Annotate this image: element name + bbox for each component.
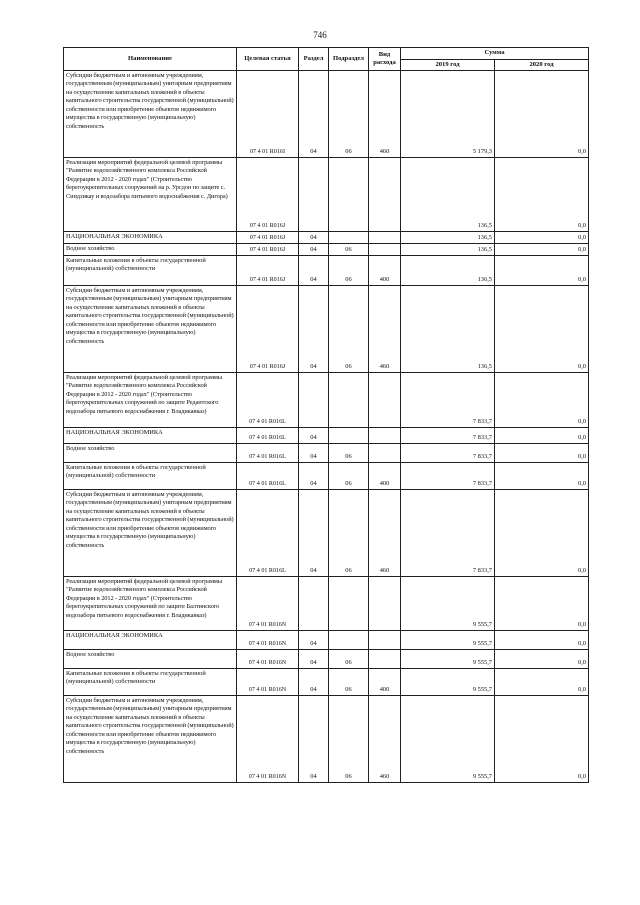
- row-section: 04: [299, 232, 329, 244]
- row-section: 04: [299, 71, 329, 158]
- row-expense-type: [369, 244, 401, 256]
- row-sum-2020: 0,0: [495, 444, 589, 463]
- row-subsection: 06: [329, 71, 369, 158]
- row-section: 04: [299, 444, 329, 463]
- budget-table: [63, 47, 589, 783]
- row-sum-2019: 136,5: [401, 158, 495, 232]
- row-section: 04: [299, 463, 329, 490]
- row-name: Субсидии бюджетным и автономным учреждениям, государственным (муниципальным) унитарным предприятиям на осуществление капитальных вложений в объекты капитального строительства государственной (муниципальной) собственности или приобретение объектов недвижимого имущества в государственную (муниципальную) собственность: [64, 696, 237, 783]
- row-expense-type: 460: [369, 490, 401, 577]
- row-name: НАЦИОНАЛЬНАЯ ЭКОНОМИКА: [64, 232, 237, 244]
- header-row: [64, 48, 589, 60]
- row-sum-2020: 0,0: [495, 286, 589, 373]
- row-section: 04: [299, 286, 329, 373]
- row-sum-2019: 9 555,7: [401, 631, 495, 650]
- table-row: [64, 232, 589, 244]
- row-name: Водное хозяйство: [64, 444, 237, 463]
- row-section: 04: [299, 244, 329, 256]
- table-row: [64, 631, 589, 650]
- row-sum-2020: 0,0: [495, 428, 589, 444]
- row-expense-type: 460: [369, 286, 401, 373]
- table-row: [64, 577, 589, 631]
- row-expense-type: 400: [369, 256, 401, 286]
- table-row: [64, 463, 589, 490]
- row-subsection: 06: [329, 650, 369, 669]
- row-name: Реализация мероприятий федеральной целевой программы "Развитие водохозяйственного комплекса Российской Федерации в 2012 - 2020 годах" (Строительство берегоукрепительных сооружений по защите Балтинского водозабора питьевого водоснабжения г. Владикавказ): [64, 577, 237, 631]
- row-sum-2020: 0,0: [495, 669, 589, 696]
- table-row: [64, 444, 589, 463]
- row-sum-2019: 5 179,3: [401, 71, 495, 158]
- row-sum-2019: 7 833,7: [401, 428, 495, 444]
- row-sum-2020: 0,0: [495, 463, 589, 490]
- row-sum-2019: 7 833,7: [401, 444, 495, 463]
- header-name: Наименование: [64, 48, 237, 71]
- row-section: 04: [299, 696, 329, 783]
- row-sum-2020: 0,0: [495, 696, 589, 783]
- header-sum: Сумма: [401, 48, 589, 60]
- row-subsection: 06: [329, 444, 369, 463]
- row-target-code: 07 4 01 R016J: [237, 158, 299, 232]
- row-section: 04: [299, 256, 329, 286]
- row-target-code: 07 4 01 R016L: [237, 490, 299, 577]
- row-section: 04: [299, 428, 329, 444]
- header-subsection: Подраздел: [329, 48, 369, 71]
- row-target-code: 07 4 01 R016L: [237, 373, 299, 428]
- header-2019: 2019 год: [401, 60, 495, 71]
- row-sum-2019: 7 833,7: [401, 373, 495, 428]
- table-row: [64, 71, 589, 158]
- row-section: 04: [299, 650, 329, 669]
- row-subsection: 06: [329, 256, 369, 286]
- row-target-code: 07 4 01 R016N: [237, 650, 299, 669]
- row-target-code: 07 4 01 R016L: [237, 428, 299, 444]
- row-section: 04: [299, 669, 329, 696]
- row-name: Водное хозяйство: [64, 244, 237, 256]
- row-expense-type: 400: [369, 669, 401, 696]
- row-sum-2019: 136,5: [401, 244, 495, 256]
- row-expense-type: [369, 428, 401, 444]
- row-name: Субсидии бюджетным и автономным учреждениям, государственным (муниципальным) унитарным предприятиям на осуществление капитальных вложений в объекты капитального строительства государственной (муниципальной) собственности или приобретение объектов недвижимого имущества в государственную (муниципальную) собственность: [64, 71, 237, 158]
- row-sum-2019: 7 833,7: [401, 490, 495, 577]
- row-expense-type: [369, 158, 401, 232]
- row-sum-2020: 0,0: [495, 373, 589, 428]
- row-subsection: 06: [329, 286, 369, 373]
- header-2020: 2020 год: [495, 60, 589, 71]
- row-expense-type: 400: [369, 463, 401, 490]
- table-row: [64, 490, 589, 577]
- row-section: [299, 158, 329, 232]
- row-name: НАЦИОНАЛЬНАЯ ЭКОНОМИКА: [64, 428, 237, 444]
- row-target-code: 07 4 01 R016N: [237, 669, 299, 696]
- table-row: [64, 256, 589, 286]
- row-expense-type: [369, 577, 401, 631]
- row-sum-2019: 9 555,7: [401, 650, 495, 669]
- row-expense-type: [369, 650, 401, 669]
- row-sum-2019: 136,5: [401, 232, 495, 244]
- row-sum-2019: 136,5: [401, 256, 495, 286]
- row-expense-type: [369, 373, 401, 428]
- row-section: [299, 577, 329, 631]
- row-name: Водное хозяйство: [64, 650, 237, 669]
- row-target-code: 07 4 01 R016J: [237, 256, 299, 286]
- row-subsection: [329, 158, 369, 232]
- row-sum-2020: 0,0: [495, 71, 589, 158]
- row-sum-2019: 9 555,7: [401, 696, 495, 783]
- header-section: Раздел: [299, 48, 329, 71]
- row-name: Капитальные вложения в объекты государственной (муниципальной) собственности: [64, 669, 237, 696]
- row-name: Капитальные вложения в объекты государственной (муниципальной) собственности: [64, 463, 237, 490]
- row-subsection: 06: [329, 463, 369, 490]
- row-section: 04: [299, 490, 329, 577]
- row-target-code: 07 4 01 R016J: [237, 244, 299, 256]
- row-target-code: 07 4 01 R016J: [237, 232, 299, 244]
- row-target-code: 07 4 01 R016N: [237, 577, 299, 631]
- row-target-code: 07 4 01 R016N: [237, 631, 299, 650]
- table-row: [64, 428, 589, 444]
- row-subsection: 06: [329, 490, 369, 577]
- row-sum-2019: 136,5: [401, 286, 495, 373]
- row-name: НАЦИОНАЛЬНАЯ ЭКОНОМИКА: [64, 631, 237, 650]
- row-expense-type: 460: [369, 71, 401, 158]
- row-sum-2020: 0,0: [495, 577, 589, 631]
- row-section: 04: [299, 631, 329, 650]
- row-expense-type: [369, 232, 401, 244]
- row-sum-2020: 0,0: [495, 650, 589, 669]
- row-expense-type: [369, 444, 401, 463]
- row-sum-2020: 0,0: [495, 631, 589, 650]
- table-row: [64, 669, 589, 696]
- row-expense-type: [369, 631, 401, 650]
- row-subsection: [329, 373, 369, 428]
- row-sum-2020: 0,0: [495, 244, 589, 256]
- row-target-code: 07 4 01 R016L: [237, 444, 299, 463]
- table-row: [64, 244, 589, 256]
- row-name: Субсидии бюджетным и автономным учреждениям, государственным (муниципальным) унитарным предприятиям на осуществление капитальных вложений в объекты капитального строительства государственной (муниципальной) собственности или приобретение объектов недвижимого имущества в государственную (муниципальную) собственность: [64, 286, 237, 373]
- page-number: 746: [313, 30, 327, 40]
- table-row: [64, 650, 589, 669]
- row-sum-2019: 9 555,7: [401, 669, 495, 696]
- table-row: [64, 286, 589, 373]
- row-sum-2020: 0,0: [495, 490, 589, 577]
- row-sum-2019: 7 833,7: [401, 463, 495, 490]
- row-target-code: 07 4 01 R016J: [237, 286, 299, 373]
- row-subsection: 06: [329, 669, 369, 696]
- table-row: [64, 373, 589, 428]
- row-expense-type: 460: [369, 696, 401, 783]
- row-sum-2019: 9 555,7: [401, 577, 495, 631]
- row-subsection: [329, 577, 369, 631]
- row-target-code: 07 4 01 R016L: [237, 463, 299, 490]
- row-sum-2020: 0,0: [495, 158, 589, 232]
- row-target-code: 07 4 01 R016N: [237, 696, 299, 783]
- row-subsection: [329, 232, 369, 244]
- row-name: Реализация мероприятий федеральной целевой программы "Развитие водохозяйственного комплекса Российской Федерации в 2012 - 2020 годах" (Строительство берегоукрепительных сооружений на р. Урсдон по защите с. Синдзикау и водозабора питьевого водоснабжения с. Дигора): [64, 158, 237, 232]
- table-body: [64, 71, 589, 783]
- row-section: [299, 373, 329, 428]
- table-row: [64, 158, 589, 232]
- row-subsection: 06: [329, 244, 369, 256]
- header-expense-type: Вид расхода: [369, 48, 401, 71]
- row-subsection: [329, 631, 369, 650]
- row-subsection: [329, 428, 369, 444]
- row-name: Субсидии бюджетным и автономным учреждениям, государственным (муниципальным) унитарным предприятиям на осуществление капитальных вложений в объекты капитального строительства государственной (муниципальной) собственности или приобретение объектов недвижимого имущества в государственную (муниципальную) собственность: [64, 490, 237, 577]
- table-row: [64, 696, 589, 783]
- row-sum-2020: 0,0: [495, 256, 589, 286]
- row-name: Капитальные вложения в объекты государственной (муниципальной) собственности: [64, 256, 237, 286]
- header-code: Целевая статья: [237, 48, 299, 71]
- row-sum-2020: 0,0: [495, 232, 589, 244]
- row-target-code: 07 4 01 R016I: [237, 71, 299, 158]
- row-subsection: 06: [329, 696, 369, 783]
- row-name: Реализация мероприятий федеральной целевой программы "Развитие водохозяйственного комплекса Российской Федерации в 2012 - 2020 годах" (Строительство берегоукрепительных сооружений по защите Редантского водозабора питьевого водоснабжения г. Владикавказ): [64, 373, 237, 428]
